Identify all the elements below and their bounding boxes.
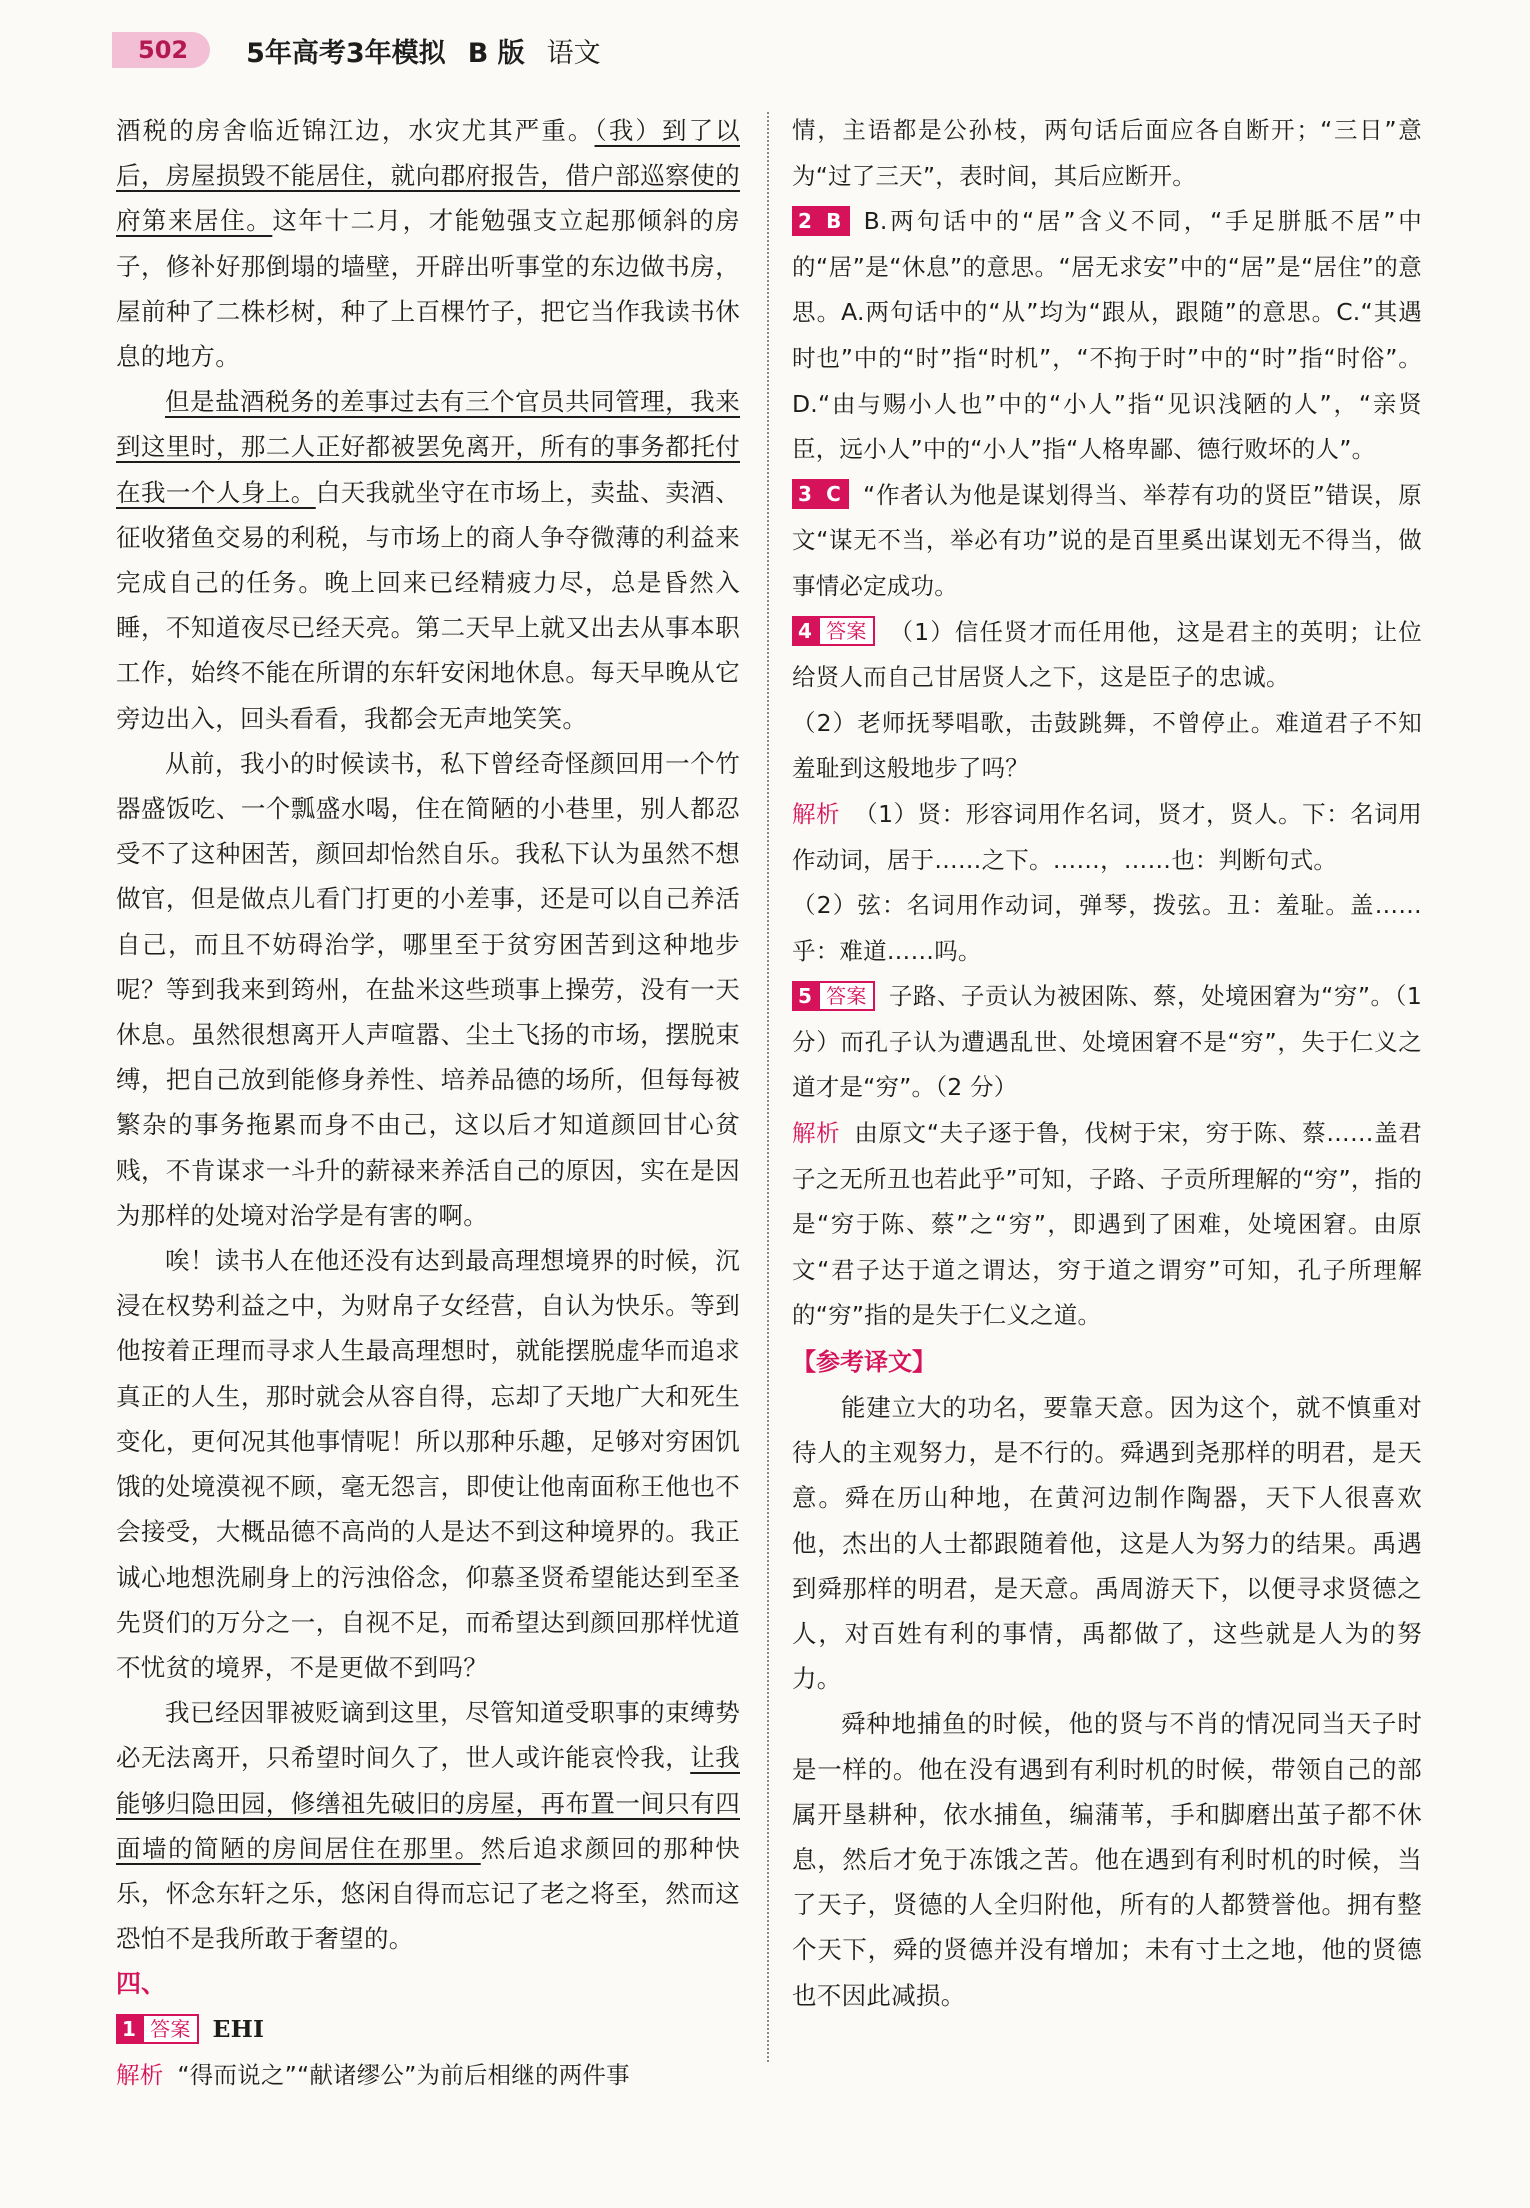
- question-2: 2 B B.两句话中的“居”含义不同，“手足胼胝不居”中的“居”是“休息”的意思。“居无求安”中的“居”是“居住”的意思。A.两句话中的“从”均为“跟从，跟随”的意思。C.“其遇时也”中的“时”指“时机”，“不拘于时”中的“时”指“时俗”。D.“由与赐小人也”中的“小人”指“见识浅陋的人”，“亲贤臣，远小人”中的“小人”指“人格卑鄙、德行败坏的人”。: [792, 207, 1422, 464]
- answer-badge: 4 答案: [792, 616, 875, 646]
- analysis-label: 解析: [792, 1119, 841, 1148]
- paragraph: 但是盐酒税务的差事过去有三个官员共同管理，我来到这里时，那二人正好都被罢免离开，所有的事务都托付在我一个人身上。白天我就坐守在市场上，卖盐、卖酒、征收猪鱼交易的利税，与市场上的商人争夺微薄的利益来完成自己的任务。晚上回来已经精疲力尽，总是昏然入睡，不知道夜尽已经天亮。第二天早上就又出去从事本职工作，始终不能在所谓的东轩安闲地休息。每天早晚从它旁边出入，回头看看，我都会无声地笑笑。: [116, 387, 740, 733]
- page-number: 502: [112, 32, 210, 68]
- question-1: [116, 2007, 740, 2098]
- analysis-line: （2）弦：名词用作动词，弹琴，拨弦。丑：羞耻。盖……乎：难道……吗。: [792, 891, 1422, 965]
- book-title: 5年高考3年模拟: [246, 37, 446, 69]
- answer-badge: 2 B: [792, 206, 850, 236]
- edition-label: B 版: [467, 37, 525, 69]
- analysis: 解析 由原文“夫子逐于鲁，伐树于宋，穷于陈、蔡……盖君子之无所丑也若此乎”可知，子路、子贡所理解的“穷”，指的是“穷于陈、蔡”之“穷”，即遇到了困难，处境困窘。由原文“君子达于道之谓达，穷于道之谓穷”可知，孔子所理解的“穷”指的是失于仁义之道。: [792, 1119, 1422, 1330]
- column-divider: [767, 112, 769, 2062]
- translation-text-left: [116, 108, 740, 1961]
- paragraph: 舜种地捕鱼的时候，他的贤与不肖的情况同当天子时是一样的。他在没有遇到有利时机的时候，带领自己的部属开垦耕种，依水捕鱼，编蒲苇，手和脚磨出茧子都不休息，然后才免于冻饿之苦。他在遇到有利时机的时候，当了天子，贤德的人全归附他，所有的人都赞誉他。拥有整个天下，舜的贤德并没有增加；未有寸土之地，他的贤德也不因此减损。: [792, 1709, 1422, 2010]
- question-5: 5 答案 子路、子贡认为被困陈、蔡，处境困窘为“穷”。（1 分）而孔子认为遭遇乱世、处境困窘不是“穷”，失于仁义之道才是“穷”。（2 分）: [792, 982, 1422, 1102]
- answer-text: EHI: [212, 2015, 265, 2044]
- analysis-label: 解析: [116, 2060, 164, 2089]
- paragraph: 酒税的房舍临近锦江边，水灾尤其严重。（我）到了以后，房屋损毁不能居住，就向郡府报告，借户部巡察使的府第来居住。这年十二月，才能勉强支立起那倾斜的房子，修补好那倒塌的墙壁，开辟出听事堂的东边做书房，屋前种了二株杉树，种了上百棵竹子，把它当作我读书休息的地方。: [116, 116, 740, 372]
- reference-translation: [792, 1385, 1422, 2018]
- underlined-sentence: 但是盐酒税务的差事过去有三个官员共同管理，我来到这里时，那二人正好都被罢免离开，所有的事务都托付在我一个人身上。: [116, 387, 740, 507]
- question-4: 4 答案 （1）信任贤才而任用他，这是君主的英明；让位给贤人而自己甘居贤人之下，这是臣子的忠诚。: [792, 617, 1422, 692]
- paragraph: 唉！读书人在他还没有达到最高理想境界的时候，沉浸在权势利益之中，为财帛子女经营，自认为快乐。等到他按着正理而寻求人生最高理想时，就能摆脱虚华而追求真正的人生，那时就会从容自得，忘却了天地广大和死生变化，更何况其他事情呢！所以那种乐趣，足够对穷困饥饿的处境漠视不顾，毫无怨言，即使让他南面称王他也不会接受，大概品德不高尚的人是达不到这种境界的。我正诚心地想洗刷身上的污浊俗念，仰慕圣贤希望能达到至圣先贤们的万分之一，自视不足，而希望达到颜回那样忧道不忧贫的境界，不是更做不到吗？: [116, 1246, 740, 1682]
- reference-translation-heading: 【参考译文】: [792, 1348, 936, 1377]
- answer-badge: 1 答案: [116, 2014, 199, 2044]
- left-column: [116, 108, 740, 2099]
- answer-badge: 5 答案: [792, 981, 875, 1011]
- page-header: [112, 24, 601, 76]
- answer-line: （2）老师抚琴唱歌，击鼓跳舞，不曾停止。难道君子不知羞耻到这般地步了吗？: [792, 708, 1422, 783]
- section-heading: 四、: [116, 1969, 167, 1999]
- right-column: [792, 108, 1422, 2018]
- analysis-continued: 情，主语都是公孙枝，两句话后面应各自断开；“三日”意为“过了三天”，表时间，其后应断开。: [792, 116, 1422, 190]
- paragraph: 从前，我小的时候读书，私下曾经奇怪颜回用一个竹器盛饭吃、一个瓢盛水喝，住在简陋的小巷里，别人都忍受不了这种困苦，颜回却怡然自乐。我私下认为虽然不想做官，但是做点儿看门打更的小差事，还是可以自己养活自己，而且不妨碍治学，哪里至于贫穷困苦到这种地步呢？等到我来到筠州，在盐米这些琐事上操劳，没有一天休息。虽然很想离开人声喧嚣、尘土飞扬的市场，摆脱束缚，把自己放到能修身养性、培养品德的场所，但每每被繁杂的事务拖累而身不由己，这以后才知道颜回甘心贫贱，不肯谋求一斗升的薪禄来养活自己的原因，实在是因为那样的处境对治学是有害的啊。: [116, 748, 740, 1230]
- underlined-sentence: 让我能够归隐田园，修缮祖先破旧的房屋，再布置一间只有四面墙的简陋的房间居住在那里。: [116, 1743, 740, 1863]
- analysis: 解析 （1）贤：形容词用作名词，贤才，贤人。下：名词用作动词，居于……之下。……，……也：判断句式。: [792, 799, 1422, 874]
- answer-badge: 3 C: [792, 479, 849, 509]
- paragraph: 我已经因罪被贬谪到这里，尽管知道受职事的束缚势必无法离开，只希望时间久了，世人或许能哀怜我，让我能够归隐田园，修缮祖先破旧的房屋，再布置一间只有四面墙的简陋的房间居住在那里。然后追求颜回的那种快乐，怀念东轩之乐，悠闲自得而忘记了老之将至，然而这恐怕不是我所敢于奢望的。: [116, 1698, 741, 1954]
- question-3: 3 C “作者认为他是谋划得当、举荐有功的贤臣”错误，原文“谋无不当，举必有功”说的是百里奚出谋划无不得当，做事情必定成功。: [792, 480, 1422, 600]
- answers-block: [792, 108, 1422, 1339]
- subject-label: 语文: [546, 37, 601, 69]
- paragraph: 能建立大的功名，要靠天意。因为这个，就不慎重对待人的主观努力，是不行的。舜遇到尧那样的明君，是天意。舜在历山种地，在黄河边制作陶器，天下人很喜欢他，杰出的人士都跟随着他，这是人为努力的结果。禹遇到舜那样的明君，是天意。禹周游天下，以便寻求贤德之人，对百姓有利的事情，禹都做了，这些就是人为的努力。: [792, 1393, 1422, 1694]
- underlined-sentence: （我）到了以后，房屋损毁不能居住，就向郡府报告，借户部巡察使的府第来居住。: [116, 116, 740, 236]
- analysis-text: “得而说之”“献诸缪公”为前后相继的两件事: [177, 2060, 630, 2089]
- analysis-label: 解析: [792, 799, 841, 828]
